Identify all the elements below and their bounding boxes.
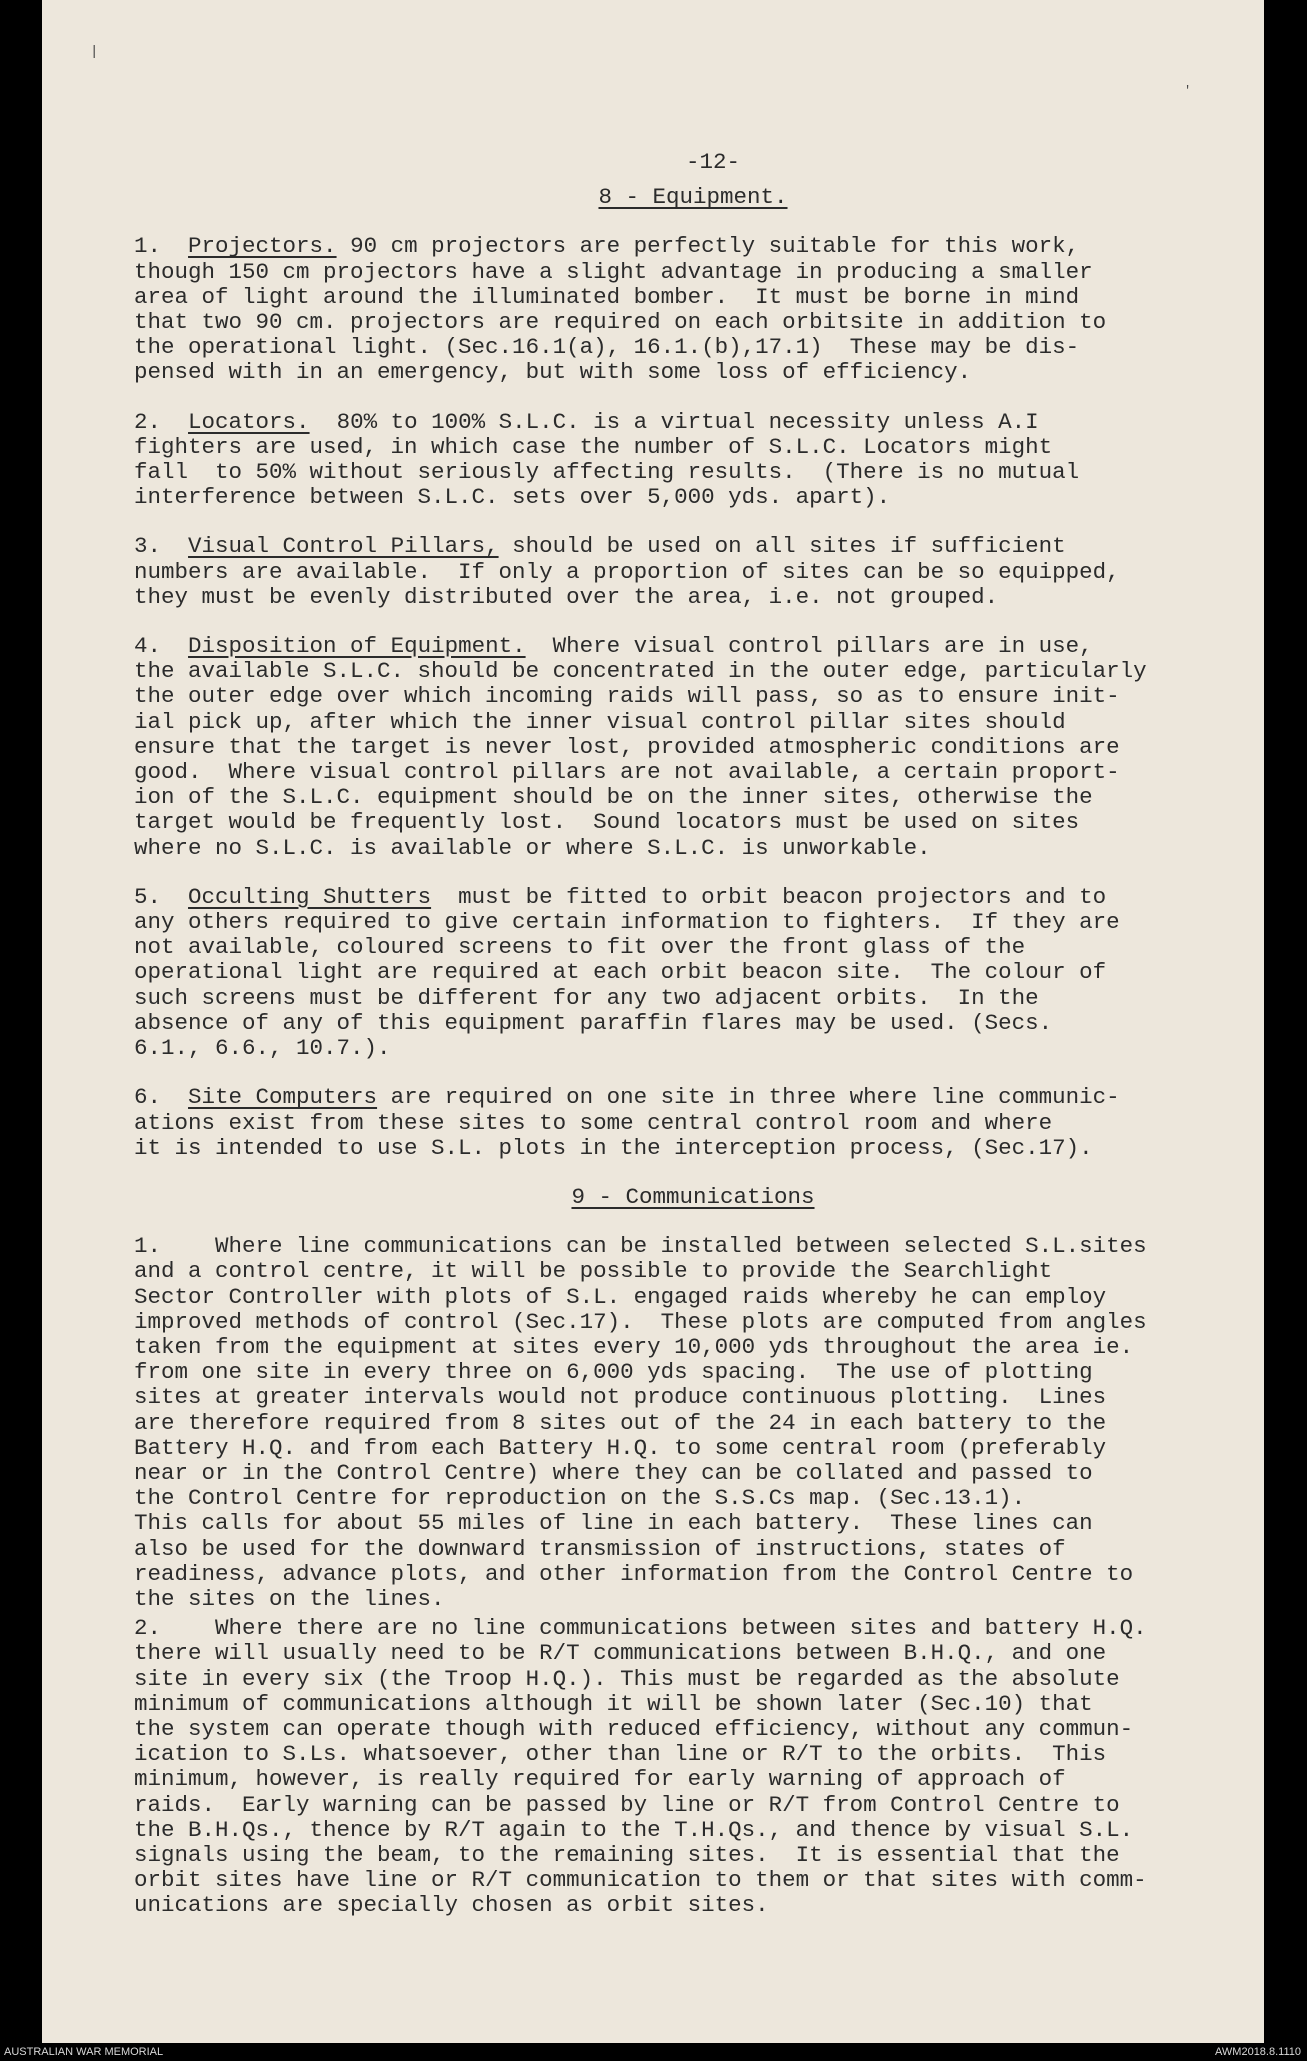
line-text: absence of any of this equipment paraffin flares may be used. (Secs.	[134, 1009, 1053, 1036]
text-line	[134, 1335, 1252, 1360]
item-title: Occulting Shutters	[188, 883, 432, 910]
text-line	[134, 836, 1252, 861]
text-line	[134, 1085, 1252, 1110]
line-text: area of light around the illuminated bomber. It must be borne in mind	[134, 283, 1080, 310]
line-text: orbit sites have line or R/T communication to them or that sites with comm-	[134, 1867, 1147, 1894]
line-text: numbers are available. If only a proportion of sites can be so equipped,	[134, 558, 1120, 585]
text-line	[134, 1111, 1252, 1136]
text-line	[134, 1511, 1252, 1536]
paragraph	[134, 1234, 1252, 1612]
item-number: 2.	[134, 1615, 162, 1642]
text-line	[134, 1385, 1252, 1410]
line-text: raids. Early warning can be passed by line or R/T from Control Centre to	[134, 1791, 1120, 1818]
line-text: fall to 50% without seriously affecting results. (There is no mutual	[134, 459, 1080, 486]
text-line	[134, 1036, 1252, 1061]
item-number: 3.	[134, 533, 162, 560]
line-text: operational light are required at each orbit beacon site. The colour of	[134, 959, 1107, 986]
line-text: taken from the equipment at sites every 10,000 yds throughout the area ie.	[134, 1333, 1134, 1360]
footer-reference: AWM2018.8.1110	[1214, 2046, 1301, 2058]
text-line	[134, 986, 1252, 1011]
text-line	[134, 285, 1252, 310]
line-text: not available, coloured screens to fit over the front glass of the	[134, 934, 1026, 961]
line-text: Where visual control pillars are in use,	[525, 633, 1093, 660]
text-line	[134, 435, 1252, 460]
text-line	[134, 360, 1252, 385]
document-body	[134, 150, 1252, 1943]
text-line	[134, 1793, 1252, 1818]
text-line	[134, 1436, 1252, 1461]
text-line	[134, 634, 1252, 659]
text-line	[134, 1692, 1252, 1717]
text-line	[134, 1486, 1252, 1511]
equipment-section	[134, 234, 1252, 1161]
text-line	[134, 1011, 1252, 1036]
line-text: are therefore required from 8 sites out of the 24 in each battery to the	[134, 1409, 1107, 1436]
line-text: Battery H.Q. and from each Battery H.Q. to some central room (preferably	[134, 1434, 1107, 1461]
paragraph	[134, 1085, 1252, 1161]
text-line	[134, 1136, 1252, 1161]
text-line	[134, 1742, 1252, 1767]
line-text: it is intended to use S.L. plots in the interception process, (Sec.17).	[134, 1134, 1093, 1161]
item-title: Site Computers	[188, 1084, 378, 1111]
line-text: good. Where visual control pillars are not available, a certain proport-	[134, 759, 1120, 786]
text-line	[134, 560, 1252, 585]
line-text: the outer edge over which incoming raids will pass, so as to ensure init-	[134, 683, 1120, 710]
line-text: 90 cm projectors are perfectly suitable for this work,	[336, 233, 1080, 260]
text-line	[134, 1616, 1252, 1641]
line-text: ations exist from these sites to some central control room and where	[134, 1109, 1053, 1136]
text-line	[134, 760, 1252, 785]
text-line	[134, 885, 1252, 910]
paragraph	[134, 885, 1252, 1061]
text-line	[134, 410, 1252, 435]
line-text: where no S.L.C. is available or where S.L.C. is unworkable.	[134, 834, 931, 861]
item-number: 1.	[134, 233, 162, 260]
line-text: any others required to give certain information to fighters. If they are	[134, 909, 1120, 936]
text-line	[134, 1562, 1252, 1587]
text-line	[134, 1717, 1252, 1742]
line-text: that two 90 cm. projectors are required on each orbitsite in addition to	[134, 309, 1107, 336]
line-text: minimum of communications although it will be shown later (Sec.10) that	[134, 1690, 1093, 1717]
line-text: 80% to 100% S.L.C. is a virtual necessity unless A.I	[309, 408, 1039, 435]
paragraph	[134, 534, 1252, 610]
text-line	[134, 1818, 1252, 1843]
line-text: should be used on all sites if sufficient	[498, 533, 1066, 560]
text-line	[134, 1893, 1252, 1918]
line-text: the operational light. (Sec.16.1(a), 16.1.(b),17.1) These may be dis-	[134, 334, 1080, 361]
item-number: 1.	[134, 1233, 162, 1260]
line-text: signals using the beam, to the remaining sites. It is essential that the	[134, 1841, 1120, 1868]
line-text: This calls for about 55 miles of line in each battery. These lines can	[134, 1510, 1093, 1537]
text-line	[134, 960, 1252, 985]
item-number: 4.	[134, 633, 162, 660]
text-line	[134, 1537, 1252, 1562]
line-text: minimum, however, is really required for early warning of approach of	[134, 1766, 1066, 1793]
text-line	[134, 460, 1252, 485]
text-line	[134, 534, 1252, 559]
line-text: unications are specially chosen as orbit sites.	[134, 1892, 769, 1919]
item-title: Visual Control Pillars,	[188, 533, 499, 560]
line-text: site in every six (the Troop H.Q.). This must be regarded as the absolute	[134, 1665, 1120, 1692]
item-number: 2.	[134, 408, 162, 435]
text-line	[134, 810, 1252, 835]
line-text: there will usually need to be R/T communications between B.H.Q., and one	[134, 1640, 1107, 1667]
footer-bar	[0, 2043, 1307, 2061]
text-line	[134, 710, 1252, 735]
line-text: from one site in every three on 6,000 yds spacing. The use of plotting	[134, 1359, 1093, 1386]
text-line	[134, 585, 1252, 610]
communications-section	[134, 1234, 1252, 1918]
text-line	[134, 335, 1252, 360]
section-heading-communications: 9 - Communications	[571, 1183, 815, 1210]
page-number: -12-	[685, 149, 740, 175]
line-text: ion of the S.L.C. equipment should be on the inner sites, otherwise the	[134, 784, 1093, 811]
text-line	[134, 485, 1252, 510]
text-line	[134, 310, 1252, 335]
line-text: such screens must be different for any two adjacent orbits. In the	[134, 984, 1039, 1011]
text-line	[134, 735, 1252, 760]
text-line	[134, 1868, 1252, 1893]
line-text: near or in the Control Centre) where they can be collated and passed to	[134, 1459, 1093, 1486]
text-line	[134, 260, 1252, 285]
document-page	[42, 0, 1264, 2043]
line-text: the sites on the lines.	[134, 1585, 445, 1612]
line-text: ensure that the target is never lost, provided atmospheric conditions are	[134, 733, 1120, 760]
text-line	[134, 1587, 1252, 1612]
item-number: 5.	[134, 883, 162, 910]
line-text: pensed with in an emergency, but with some loss of efficiency.	[134, 359, 972, 386]
text-line	[134, 1461, 1252, 1486]
line-text: also be used for the downward transmission of instructions, states of	[134, 1535, 1066, 1562]
text-line	[134, 1360, 1252, 1385]
line-text: Where line communications can be installed between selected S.L.sites	[188, 1233, 1147, 1260]
line-text: ial pick up, after which the inner visual control pillar sites should	[134, 708, 1066, 735]
line-text: must be fitted to orbit beacon projectors and to	[431, 883, 1107, 910]
line-text: sites at greater intervals would not produce continuous plotting. Lines	[134, 1384, 1107, 1411]
line-text: the available S.L.C. should be concentrated in the outer edge, particularly	[134, 658, 1147, 685]
text-line	[134, 910, 1252, 935]
paragraph	[134, 634, 1252, 861]
item-title: Projectors.	[188, 233, 337, 260]
text-line	[134, 1259, 1252, 1284]
line-text: 6.1., 6.6., 10.7.).	[134, 1035, 391, 1062]
text-line	[134, 1843, 1252, 1868]
text-line	[134, 1767, 1252, 1792]
line-text: the B.H.Qs., thence by R/T again to the T.H.Qs., and thence by visual S.L.	[134, 1816, 1134, 1843]
line-text: though 150 cm projectors have a slight advantage in producing a smaller	[134, 258, 1093, 285]
text-line	[134, 1667, 1252, 1692]
text-line	[134, 1310, 1252, 1335]
paragraph	[134, 1616, 1252, 1918]
section-heading-equipment: 8 - Equipment.	[598, 184, 788, 211]
item-title: Disposition of Equipment.	[188, 633, 526, 660]
line-text: improved methods of control (Sec.17). These plots are computed from angles	[134, 1308, 1147, 1335]
text-line	[134, 785, 1252, 810]
line-text: and a control centre, it will be possible to provide the Searchlight	[134, 1258, 1053, 1285]
paragraph	[134, 410, 1252, 511]
line-text: Sector Controller with plots of S.L. engaged raids whereby he can employ	[134, 1283, 1107, 1310]
line-text: they must be evenly distributed over the area, i.e. not grouped.	[134, 583, 999, 610]
line-text: readiness, advance plots, and other information from the Control Centre to	[134, 1560, 1134, 1587]
paragraph	[134, 234, 1252, 385]
item-title: Locators.	[188, 408, 310, 435]
ink-mark: '	[1184, 84, 1192, 98]
line-text: the system can operate though with reduced efficiency, without any commun-	[134, 1715, 1134, 1742]
line-text: Where there are no line communications between sites and battery H.Q.	[188, 1615, 1147, 1642]
text-line	[134, 1641, 1252, 1666]
line-text: are required on one site in three where line communic-	[377, 1084, 1120, 1111]
ink-mark: |	[90, 44, 99, 60]
line-text: interference between S.L.C. sets over 5,000 yds. apart).	[134, 484, 891, 511]
text-line	[134, 234, 1252, 259]
text-line	[134, 684, 1252, 709]
text-line	[134, 1411, 1252, 1436]
line-text: the Control Centre for reproduction on the S.S.Cs map. (Sec.13.1).	[134, 1485, 1026, 1512]
footer-institution: AUSTRALIAN WAR MEMORIAL	[4, 2046, 164, 2058]
line-text: fighters are used, in which case the number of S.L.C. Locators might	[134, 433, 1053, 460]
line-text: target would be frequently lost. Sound locators must be used on sites	[134, 809, 1080, 836]
text-line	[134, 659, 1252, 684]
line-text: ication to S.Ls. whatsoever, other than line or R/T to the orbits. This	[134, 1741, 1107, 1768]
text-line	[134, 935, 1252, 960]
item-number: 6.	[134, 1084, 162, 1111]
text-line	[134, 1285, 1252, 1310]
text-line	[134, 1234, 1252, 1259]
